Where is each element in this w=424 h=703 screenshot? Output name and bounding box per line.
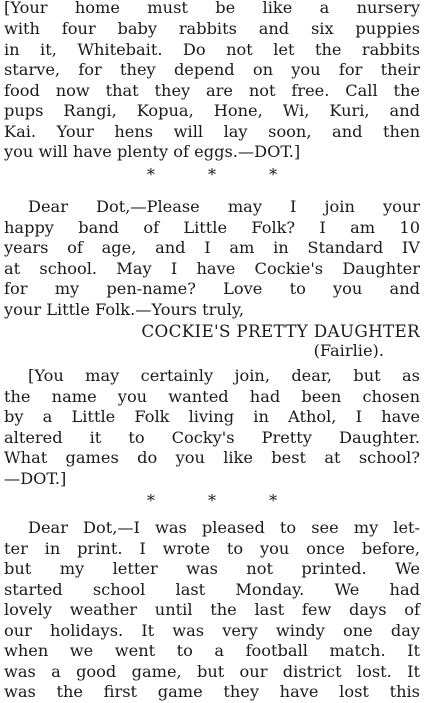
text-line: Dear Dot,—Please may I join your bbox=[28, 197, 420, 216]
signature-place: (Fairlie). bbox=[313, 341, 384, 360]
text-line: [You may certainly join, dear, but as bbox=[28, 366, 420, 385]
text-line: but my letter was not printed. We bbox=[4, 559, 420, 578]
text-line: you will have plenty of eggs.—DOT.] bbox=[4, 142, 301, 161]
text-line: our holidays. It was very windy one day bbox=[4, 621, 420, 640]
text-line: in it, Whitebait. Do not let the rabbits bbox=[4, 40, 420, 59]
text-line: by a Little Folk living in Athol, I have bbox=[4, 407, 420, 426]
text-line: Dear Dot,—I was pleased to see my let- bbox=[28, 518, 420, 537]
asterisk-separator: * * * bbox=[146, 491, 278, 510]
text-line: years of age, and I am in Standard IV bbox=[4, 238, 420, 257]
text-line: happy band of Little Folk? I am 10 bbox=[4, 218, 420, 237]
text-line: lovely weather until the last few days of bbox=[4, 600, 420, 619]
text-line: with four baby rabbits and six puppies bbox=[4, 19, 420, 38]
asterisk-separator: * * * bbox=[146, 165, 278, 184]
text-line: started school last Monday. We had bbox=[4, 580, 420, 599]
text-line: for my pen-name? Love to you and bbox=[4, 279, 420, 298]
text-line: What games do you like best at school? bbox=[4, 448, 420, 467]
text-line: starve, for they depend on you for their bbox=[4, 60, 420, 79]
signature-name: COCKIE'S PRETTY DAUGHTER bbox=[141, 321, 420, 341]
text-line: the name you wanted had been chosen bbox=[4, 387, 420, 406]
text-line: your Little Folk.—Yours truly, bbox=[4, 300, 245, 319]
text-line: at school. May I have Cockie's Daughter bbox=[4, 259, 420, 278]
text-line: Kai. Your hens will lay soon, and then bbox=[4, 122, 420, 141]
text-line: ter in print. I wrote to you once before, bbox=[4, 539, 420, 558]
text-line: when we went to a football match. It bbox=[4, 641, 420, 660]
text-line: was a good game, but our district lost. It bbox=[4, 662, 420, 681]
text-line: altered it to Cocky's Pretty Daughter. bbox=[4, 428, 420, 447]
text-line: —DOT.] bbox=[4, 469, 67, 488]
text-line: pups Rangi, Kopua, Hone, Wi, Kuri, and bbox=[4, 101, 420, 120]
text-line: [Your home must be like a nursery bbox=[4, 0, 420, 17]
text-line: was the first game they have lost this bbox=[4, 682, 420, 701]
text-line: food now that they are not free. Call the bbox=[4, 81, 420, 100]
